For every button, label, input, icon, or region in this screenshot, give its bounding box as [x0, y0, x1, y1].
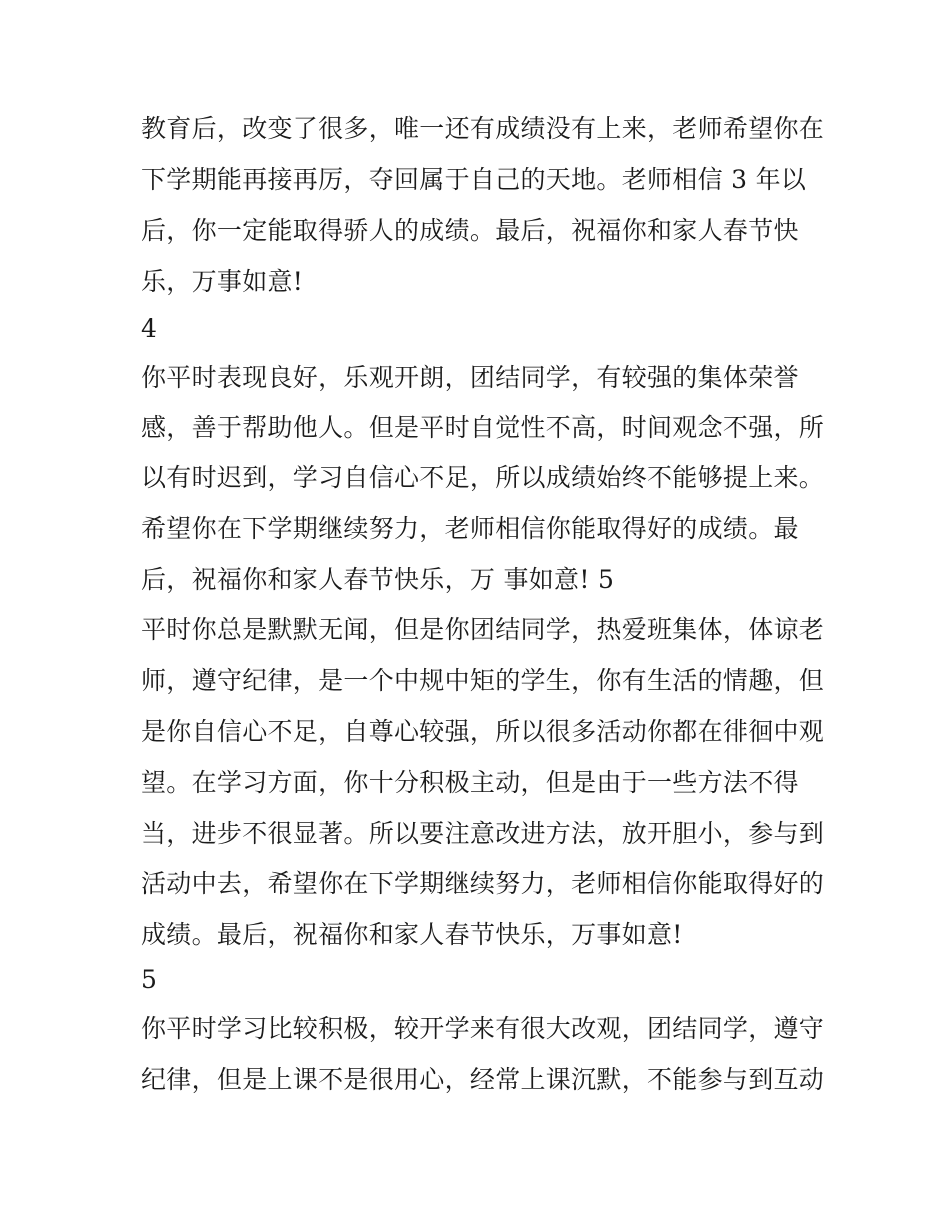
paragraph-line: 后，你一定能取得骄人的成绩。最后，祝福你和家人春节快: [141, 216, 799, 245]
paragraph-line: 你平时学习比较积极，较开学来有很大改观，团结同学，遵守: [141, 1014, 825, 1043]
paragraph-line: 纪律，但是上课不是很用心，经常上课沉默，不能参与到互动: [141, 1065, 825, 1094]
section-number: 5: [141, 965, 158, 994]
paragraph-line: 平时你总是默默无闻，但是你团结同学，热爱班集体，体谅老: [141, 615, 825, 644]
paragraph-line: 你平时表现良好，乐观开朗，团结同学，有较强的集体荣誉: [141, 363, 799, 392]
section-number: 4: [141, 314, 158, 343]
paragraph-line: 后，祝福你和家人春节快乐，万 事如意! 5: [141, 565, 615, 594]
paragraph-line: 乐，万事如意!: [141, 267, 304, 296]
paragraph-line: 望。在学习方面，你十分积极主动，但是由于一些方法不得: [141, 768, 799, 797]
paragraph-line: 以有时迟到，学习自信心不足，所以成绩始终不能够提上来。: [141, 463, 825, 492]
paragraph-line: 下学期能再接再厉，夺回属于自己的天地。老师相信 3 年以: [141, 165, 807, 194]
paragraph-line: 是你自信心不足，自尊心较强，所以很多活动你都在徘徊中观: [141, 717, 825, 746]
paragraph-line: 感，善于帮助他人。但是平时自觉性不高，时间观念不强，所: [141, 413, 825, 442]
paragraph-line: 教育后，改变了很多，唯一还有成绩没有上来，老师希望你在: [141, 114, 825, 143]
paragraph-line: 活动中去，希望你在下学期继续努力，老师相信你能取得好的: [141, 869, 825, 898]
paragraph-line: 师，遵守纪律，是一个中规中矩的学生，你有生活的情趣，但: [141, 666, 825, 695]
paragraph-line: 成绩。最后，祝福你和家人春节快乐，万事如意!: [141, 920, 683, 949]
paragraph-line: 希望你在下学期继续努力，老师相信你能取得好的成绩。最: [141, 514, 799, 543]
paragraph-line: 当，进步不很显著。所以要注意改进方法，放开胆小，参与到: [141, 819, 825, 848]
